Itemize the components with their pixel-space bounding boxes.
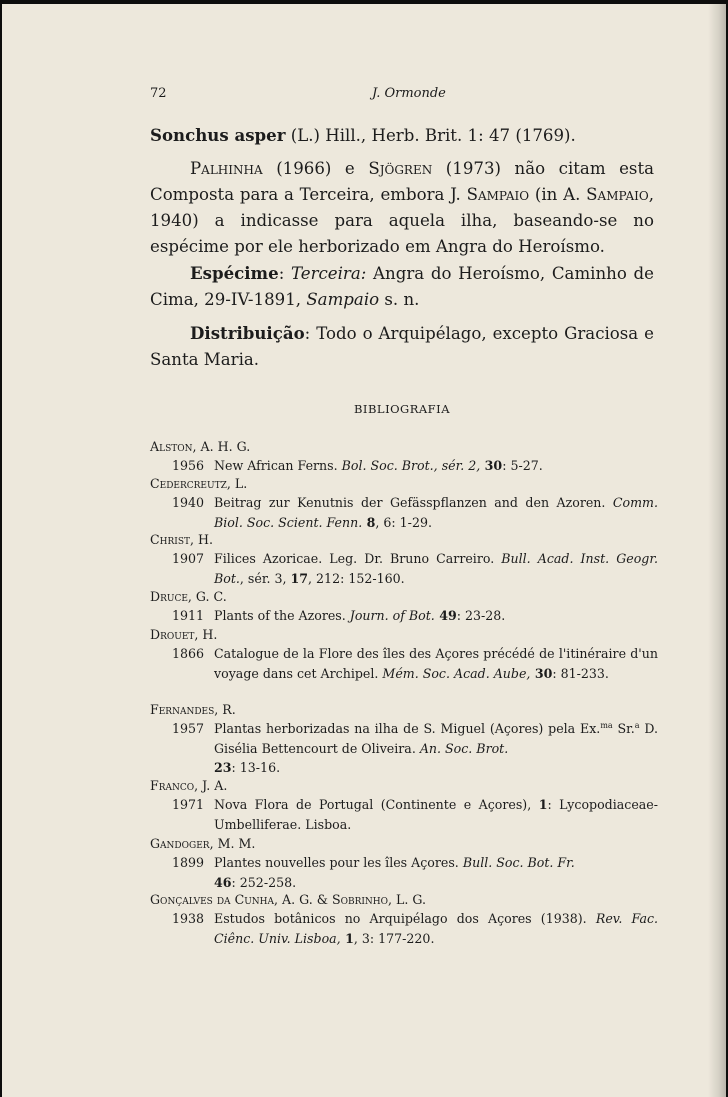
reference-entry bbox=[150, 777, 658, 834]
reference-pages: , 3: 177-220. bbox=[353, 930, 435, 946]
reference-journal: An. Soc. Brot. bbox=[419, 740, 509, 756]
author-sjogren: Sjögren bbox=[368, 159, 433, 178]
reference-pages: : 23-28. bbox=[456, 608, 506, 623]
reference-entry bbox=[150, 835, 658, 892]
binding-shadow bbox=[708, 4, 726, 1097]
author-sampaio-2: Sampaio bbox=[586, 185, 649, 204]
reference-author: Gonçalves da Cunha, A. G. & Sobrinho, L. G. bbox=[150, 892, 426, 907]
reference-body bbox=[150, 606, 658, 626]
reference-author: Fernandes, R. bbox=[150, 702, 236, 717]
paragraph-text: (1973) não citam esta Composta para a Terceira, embora J. bbox=[150, 159, 655, 204]
reference-text bbox=[214, 456, 658, 476]
bibliography-title: BIBLIOGRAFIA bbox=[353, 402, 451, 416]
specimen-end: s. n. bbox=[379, 290, 420, 309]
specimen-text: Angra do Heroísmo, Caminho de Cima, 29-IV-1891, bbox=[150, 264, 654, 309]
reference-author: Druce, G. C. bbox=[150, 589, 227, 604]
reference-author: Drouet, H. bbox=[150, 627, 218, 642]
reference-text bbox=[214, 853, 658, 892]
reference-body bbox=[150, 853, 658, 892]
distribution-paragraph bbox=[150, 320, 654, 373]
reference-journal: Journ. of Bot. bbox=[349, 608, 435, 623]
reference-title: Filices Azoricae. Leg. Dr. Bruno Carreiro. bbox=[214, 551, 502, 566]
reference-year: 1938 bbox=[172, 911, 205, 926]
reference-volume: 23 bbox=[214, 760, 232, 775]
reference-year: 1911 bbox=[172, 608, 205, 623]
reference-text bbox=[214, 909, 658, 948]
paragraph-text: , 1940) a indicasse para aquela ilha, baseando-se no espécime por ele herborizado em Angra do Heroísmo. bbox=[150, 185, 654, 256]
reference-title: Beitrag zur Kenutnis der Gefässpflanzen and den Azoren. bbox=[214, 495, 613, 510]
reference-text bbox=[214, 795, 658, 834]
distribution-text: : Todo o Arquipélago, excepto Graciosa e Santa Maria. bbox=[150, 324, 654, 369]
paragraph-text: (1966) e bbox=[262, 159, 369, 178]
reference-volume: 1 bbox=[340, 930, 354, 946]
reference-title: Estudos botânicos no Arquipélago dos Açores (1938). bbox=[214, 911, 596, 926]
reference-volume: 49 bbox=[434, 608, 457, 623]
reference-pages: , 6: 1-29. bbox=[375, 514, 432, 530]
author-palhinha: Palhinha bbox=[190, 159, 263, 178]
reference-title: Catalogue de la Flore des îles des Açores précédé de l'itinéraire d'un voyage dans cet Archipel. bbox=[214, 646, 658, 681]
reference-author: Alston, A. H. G. bbox=[150, 439, 251, 454]
author-sampaio: Sampaio bbox=[466, 185, 530, 204]
reference-journal: Mém. Soc. Acad. Aube, bbox=[382, 665, 531, 681]
reference-entry bbox=[150, 588, 658, 626]
reference-journal: Rev. Fac. Ciênc. Univ. Lisboa, bbox=[214, 911, 659, 946]
paragraph-1 bbox=[150, 156, 654, 260]
specimen-island: Terceira: bbox=[290, 264, 367, 283]
reference-volume: 30 bbox=[480, 458, 503, 473]
reference-year: 1907 bbox=[172, 551, 205, 566]
reference-journal: Comm. Biol. Soc. Scient. Fenn. bbox=[214, 495, 658, 530]
reference-year: 1899 bbox=[172, 855, 205, 870]
superscript: a bbox=[634, 720, 640, 730]
reference-body bbox=[150, 549, 658, 588]
reference-journal: Bull. Acad. Inst. Geogr. Bot. bbox=[214, 551, 658, 586]
reference-pages: : 81-233. bbox=[552, 665, 609, 681]
reference-pages: : 5-27. bbox=[502, 458, 543, 473]
reference-year: 1956 bbox=[172, 458, 205, 473]
reference-pages: , 212: 152-160. bbox=[308, 570, 405, 586]
page-number: 72 bbox=[150, 86, 167, 101]
reference-entry bbox=[150, 626, 658, 683]
reference-journal: Bol. Soc. Brot., sér. 2, bbox=[341, 458, 481, 473]
reference-year: 1971 bbox=[172, 797, 205, 812]
species-heading bbox=[150, 122, 654, 149]
reference-journal: Bull. Soc. Bot. Fr. bbox=[462, 855, 575, 870]
reference-title: Nova Flora de Portugal (Continente e Açores), bbox=[214, 797, 539, 812]
reference-entry bbox=[150, 475, 658, 532]
paragraph-text: (in A. bbox=[529, 185, 587, 204]
reference-year: 1957 bbox=[172, 721, 205, 736]
reference-body bbox=[150, 909, 658, 948]
book-page bbox=[2, 4, 726, 1097]
distribution-label: Distribuição bbox=[190, 323, 305, 343]
reference-title: Plants of the Azores. bbox=[214, 608, 350, 623]
specimen-paragraph: Espécime: Terceira: Angra do Heroísmo, Caminho de Cima, 29-IV-1891, Sampaio s. n. bbox=[150, 263, 654, 309]
running-head: J. Ormonde bbox=[372, 86, 446, 101]
reference-title: Plantas herborizadas na ilha de S. Miguel (Açores) pela Ex. bbox=[214, 721, 601, 736]
reference-pages: : 13-16. bbox=[231, 760, 281, 775]
reference-author: Franco, J. A. bbox=[150, 778, 228, 793]
reference-title: New African Ferns. bbox=[214, 458, 342, 473]
reference-author: Cedercreutz, L. bbox=[150, 476, 248, 491]
specimen-label: Espécime bbox=[190, 263, 279, 283]
reference-body bbox=[150, 795, 658, 834]
reference-author: Christ, H. bbox=[150, 532, 213, 547]
reference-pages: , sér. 3, bbox=[239, 570, 291, 586]
species-citation: (L.) Hill., Herb. Brit. 1: 47 (1769). bbox=[290, 126, 576, 145]
reference-volume: 46 bbox=[214, 874, 232, 890]
reference-pages: : Lycopodiaceae-Umbelliferae. Lisboa. bbox=[214, 797, 659, 832]
reference-body bbox=[150, 493, 658, 532]
reference-volume: 1 bbox=[538, 797, 548, 812]
reference-entry bbox=[150, 438, 658, 476]
reference-volume: 8 bbox=[362, 514, 376, 530]
reference-text bbox=[214, 493, 658, 532]
specimen-collector: Sampaio bbox=[306, 290, 380, 309]
reference-entry bbox=[150, 891, 658, 948]
reference-title: Plantes nouvelles pour les îles Açores. bbox=[214, 855, 463, 870]
reference-body bbox=[150, 456, 658, 476]
reference-text bbox=[214, 549, 658, 588]
species-name: Sonchus asper bbox=[150, 125, 286, 145]
reference-body bbox=[150, 644, 658, 683]
reference-body bbox=[150, 719, 658, 778]
reference-year: 1866 bbox=[172, 646, 205, 661]
reference-author: Gandoger, M. M. bbox=[150, 836, 256, 851]
superscript: ma bbox=[600, 720, 613, 730]
reference-entry bbox=[150, 531, 658, 588]
reference-title: D. Gisélia Bettencourt de Oliveira. bbox=[214, 721, 658, 756]
reference-volume: 30 bbox=[530, 665, 553, 681]
reference-text bbox=[214, 719, 658, 778]
reference-volume: 17 bbox=[290, 570, 309, 586]
reference-entry bbox=[150, 701, 658, 778]
reference-text bbox=[214, 606, 658, 626]
reference-pages: : 252-258. bbox=[231, 874, 297, 890]
reference-year: 1940 bbox=[172, 495, 205, 510]
reference-title: Sr. bbox=[612, 721, 635, 736]
reference-text bbox=[214, 644, 658, 683]
